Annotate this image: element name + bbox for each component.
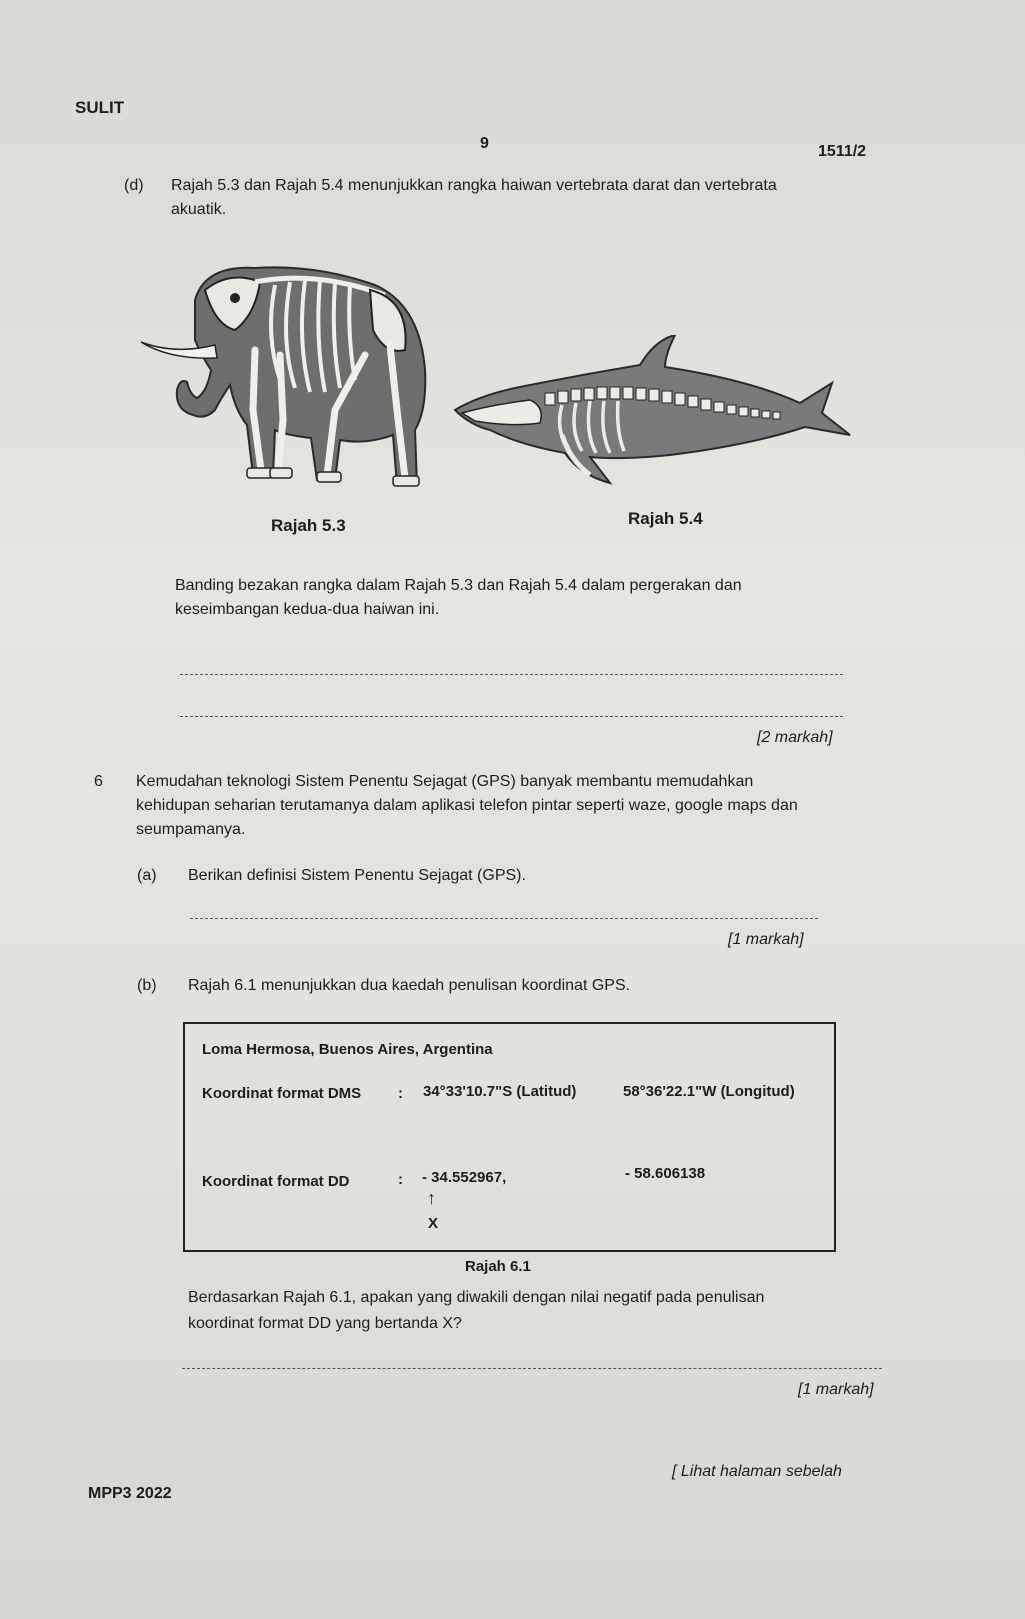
q5d-label: (d) bbox=[124, 177, 144, 194]
q6a-label: (a) bbox=[137, 867, 157, 884]
q6b-marks: [1 markah] bbox=[798, 1381, 874, 1398]
q5d-marks: [2 markah] bbox=[757, 729, 833, 746]
figure-5-4-caption: Rajah 5.4 bbox=[628, 509, 703, 528]
q5d-text-line1: Rajah 5.3 dan Rajah 5.4 menunjukkan rangka haiwan vertebrata darat dan vertebrata bbox=[171, 177, 777, 194]
gps-coordinate-box bbox=[183, 1022, 836, 1252]
q6a-text: Berikan definisi Sistem Penentu Sejagat (GPS). bbox=[188, 867, 526, 884]
answer-line bbox=[180, 674, 843, 675]
q5d-text-line2: akuatik. bbox=[171, 201, 227, 218]
sulit-label: SULIT bbox=[75, 98, 125, 117]
dd-colon: : bbox=[398, 1171, 403, 1188]
q6b-question-line2: koordinat format DD yang bertanda X? bbox=[188, 1315, 462, 1332]
dd-longitude: - 58.606138 bbox=[625, 1165, 706, 1182]
dolphin-skeleton-figure bbox=[450, 335, 860, 485]
paper-code: 1511/2 bbox=[818, 143, 867, 160]
page-number: 9 bbox=[480, 135, 489, 152]
dms-latitude: 34°33'10.7"S (Latitud) bbox=[423, 1083, 577, 1100]
dd-latitude: - 34.552967, bbox=[422, 1169, 507, 1186]
dms-label: Koordinat format DMS bbox=[202, 1085, 362, 1102]
q5d-instruction-line2: keseimbangan kedua-dua haiwan ini. bbox=[175, 601, 440, 618]
q6-intro-line2: kehidupan seharian terutamanya dalam aplikasi telefon pintar seperti waze, google maps dan bbox=[136, 797, 798, 814]
figure-5-3-caption: Rajah 5.3 bbox=[271, 516, 346, 535]
dms-longitude: 58°36'22.1"W (Longitud) bbox=[623, 1083, 795, 1100]
answer-line bbox=[190, 918, 818, 919]
x-marker: X bbox=[428, 1215, 439, 1232]
answer-line bbox=[180, 716, 843, 717]
q6-number: 6 bbox=[94, 773, 103, 790]
q6-intro-line1: Kemudahan teknologi Sistem Penentu Sejagat (GPS) banyak membantu memudahkan bbox=[136, 773, 754, 790]
q6b-question-line1: Berdasarkan Rajah 6.1, apakan yang diwakili dengan nilai negatif pada penulisan bbox=[188, 1289, 765, 1306]
q6-intro-line3: seumpamanya. bbox=[136, 821, 246, 838]
q5d-instruction-line1: Banding bezakan rangka dalam Rajah 5.3 dan Rajah 5.4 dalam pergerakan dan bbox=[175, 577, 742, 594]
next-page-note: [ Lihat halaman sebelah bbox=[672, 1463, 842, 1480]
location-name: Loma Hermosa, Buenos Aires, Argentina bbox=[202, 1041, 493, 1058]
arrow-up-icon: ↑ bbox=[427, 1188, 436, 1208]
q6a-marks: [1 markah] bbox=[728, 931, 804, 948]
answer-line bbox=[182, 1368, 882, 1369]
dd-label: Koordinat format DD bbox=[202, 1173, 350, 1190]
q6b-label: (b) bbox=[137, 977, 157, 994]
elephant-skeleton-figure bbox=[135, 260, 435, 500]
footer-code: MPP3 2022 bbox=[88, 1485, 172, 1502]
dms-colon: : bbox=[398, 1085, 403, 1102]
q6b-text: Rajah 6.1 menunjukkan dua kaedah penulisan koordinat GPS. bbox=[188, 977, 631, 994]
figure-6-1-caption: Rajah 6.1 bbox=[465, 1258, 531, 1275]
